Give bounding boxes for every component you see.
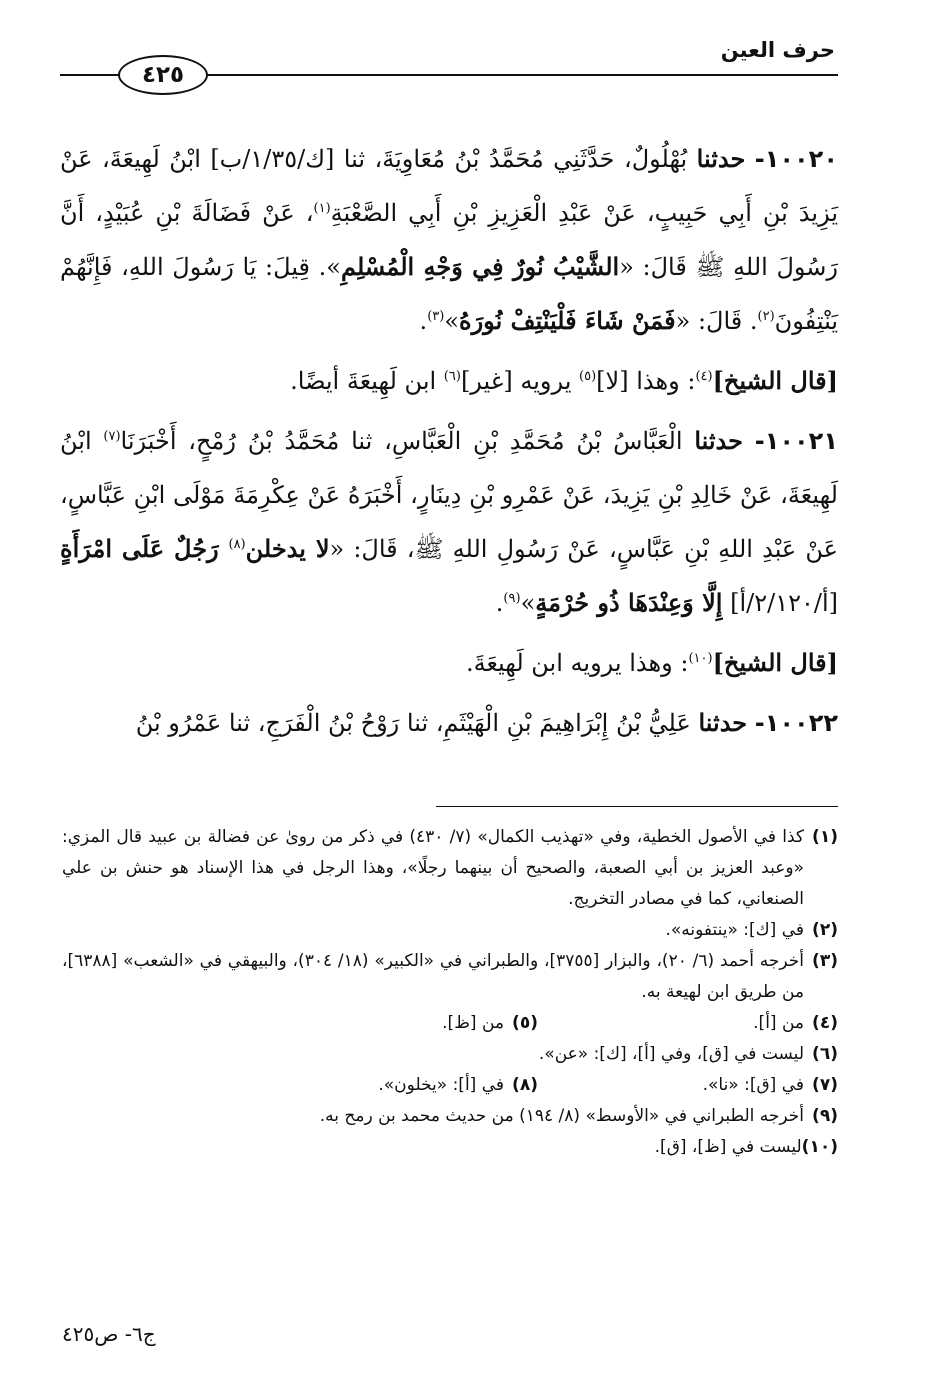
footnote xyxy=(538,1008,838,1039)
matn-text: الشَّيْبُ نُورٌ فِي وَجْهِ الْمُسْلِمِ xyxy=(340,252,620,281)
footnote-ref[interactable]: (١) xyxy=(313,201,331,216)
footnote-pair xyxy=(62,1070,838,1101)
haddathana: حدثنا xyxy=(698,708,748,737)
isnad-text: عَلِيُّ بْنُ إِبْرَاهِيمَ بْنِ الْهَيْثَمِ، ثنا رَوْحُ بْنُ الْفَرَجِ، ثنا عَمْرُو بْنُ xyxy=(135,709,691,737)
footnote-pair xyxy=(62,1008,838,1039)
footnote-text: أخرجه الطبراني في «الأوسط» (٨/ ١٩٤) من حديث محمد بن رمح به. xyxy=(319,1106,804,1126)
footnote-number: (٤) xyxy=(812,1013,838,1033)
note-text: : وهذا يرويه ابن لَهِيعَةَ. xyxy=(465,649,689,677)
footnote-ref[interactable]: (٩) xyxy=(503,591,521,606)
footnote xyxy=(62,1101,838,1132)
footnote-text: أخرجه أحمد (٦/ ٢٠)، والبزار [٣٧٥٥]، والطبراني في «الكبير» (١٨/ ٣٠٤)، والبيهقي في «الشعب» [٦٣٨٨]، من طريق ابن لهيعة به. xyxy=(62,951,804,1002)
haddathana: حدثنا xyxy=(696,144,746,173)
hadith-10020 xyxy=(60,132,838,348)
matn-text: إِلَّا وَعِنْدَهَا ذُو حُرْمَةٍ xyxy=(535,588,723,617)
hadith-10021 xyxy=(60,414,838,630)
footnote-ref[interactable]: (٣) xyxy=(427,309,445,324)
footnote xyxy=(62,822,838,915)
footnote-ref[interactable]: (٨) xyxy=(228,537,246,552)
footnote-text: في [أ]: «يخلون». xyxy=(378,1075,504,1095)
page-number: ٤٢٥ xyxy=(141,62,185,88)
footnote xyxy=(538,1070,838,1101)
footnote-ref[interactable]: (١٠) xyxy=(688,651,713,666)
footnote-text: كذا في الأصول الخطية، وفي «تهذيب الكمال» (٧/ ٤٣٠) في ذكر من روىٰ عن فضالة بن عبيد قال المزي: «وعبد العزيز بن أبي الصعبة، والصحيح أن بينهما رجلًا»، وهذا الرجل في هذا الإسناد هو حنش بن علي الصنعاني، كما في مصادر التخريج. xyxy=(62,827,804,909)
volume-page-footer: ج٦- ص٤٢٥ xyxy=(62,1322,156,1346)
footnote xyxy=(198,1008,538,1039)
haddathana: حدثنا xyxy=(694,426,743,455)
hadith-number: ١٠٠٢٠- xyxy=(754,145,838,173)
footnote-text: ليست في [ق]، وفي [أ]، [ك]: «عن». xyxy=(538,1044,804,1064)
main-text xyxy=(60,128,838,750)
footnote-text: من [أ]. xyxy=(753,1013,804,1033)
footnote-ref[interactable]: (٤) xyxy=(695,369,713,384)
matn-text: رَجُلٌ عَلَى امْرَأَةٍ xyxy=(60,534,229,563)
footnote-ref[interactable]: (٧) xyxy=(103,429,121,444)
footnote-text: في [ق]: «نا». xyxy=(702,1075,804,1095)
quote-close: » xyxy=(520,589,536,617)
footnote-text: من [ظ]. xyxy=(442,1013,504,1033)
footnote-ref[interactable]: (٢) xyxy=(757,309,775,324)
footnote xyxy=(62,915,838,946)
isnad-text: . قَالَ: « xyxy=(675,307,758,335)
shaykh-note xyxy=(60,636,838,690)
matn-text: فَمَنْ شَاءَ فَلْيَنْتِفْ نُورَهُ xyxy=(459,306,676,335)
hadith-number: ١٠٠٢١- xyxy=(754,427,838,455)
footnote-number: (١٠) xyxy=(801,1137,838,1157)
note-label: [قال الشيخ] xyxy=(712,366,838,395)
isnad-text: ، عَنْ فَضَالَةَ بْنِ عُبَيْدٍ، أَنَّ رَسُولَ اللهِ ﷺ قَالَ: « xyxy=(60,199,839,281)
quote-close: » xyxy=(444,307,460,335)
note-text: يرويه [غير] xyxy=(460,367,580,395)
manuscript-ref: [أ/٢/١٢٠/أ] xyxy=(722,589,838,617)
hadith-number: ١٠٠٢٢- xyxy=(754,709,838,737)
footnote xyxy=(62,946,838,1008)
page-number-badge xyxy=(118,55,208,95)
isnad-text: ابْنُ لَهِيعَةَ، عَنْ خَالِدِ بْنِ يَزِيدَ، عَنْ عَمْرِو بْنِ دِينَارٍ، أَخْبَرَهُ عَنْ عِكْرِمَةَ مَوْلَى ابْنِ عَبَّاسٍ، عَنْ عَبْدِ اللهِ بْنِ عَبَّاسٍ، عَنْ رَسُولِ اللهِ ﷺ، قَالَ: « xyxy=(60,427,838,563)
isnad-text: ». قِيلَ: يَا رَسُولَ اللهِ، فَإِنَّهُمْ يَنْتِفُونَ xyxy=(60,253,838,335)
note-text: ابن لَهِيعَةَ أيضًا. xyxy=(290,367,444,395)
footnote-separator xyxy=(436,806,838,807)
note-label: [قال الشيخ] xyxy=(712,648,838,677)
footnote-number: (٢) xyxy=(812,920,838,940)
footnote-number: (٦) xyxy=(812,1044,838,1064)
hadith-10022 xyxy=(60,696,838,750)
footnote-number: (٥) xyxy=(512,1013,538,1033)
footnote-number: (٧) xyxy=(812,1075,838,1095)
isnad-text: بُهْلُولٌ، حَدَّثَنِي مُحَمَّدُ بْنُ مُعَاوِيَةَ، ثنا [ك/١/٣٥/ب] ابْنُ لَهِيعَةَ، عَنْ يَزِيدَ بْنِ أَبِي حَبِيبٍ، عَنْ عَبْدِ الْعَزِيزِ بْنِ أَبِي الصَّعْبَةِ xyxy=(60,145,839,227)
full-stop: . xyxy=(419,307,428,335)
footnotes xyxy=(62,822,838,1163)
footnote-ref[interactable]: (٦) xyxy=(443,369,461,384)
isnad-text: الْعَبَّاسُ بْنُ مُحَمَّدِ بْنِ الْعَبَّاسِ، ثنا مُحَمَّدُ بْنُ رُمْحٍ، أَخْبَرَنَا xyxy=(120,427,683,455)
note-text: : وهذا [لا] xyxy=(596,367,696,395)
footnote xyxy=(62,1132,838,1163)
footnote-text: ليست في [ظ]، [ق]. xyxy=(654,1137,802,1157)
matn-text: لا يدخلن xyxy=(245,534,330,563)
footnote xyxy=(62,1039,838,1070)
footnote-text: في [ك]: «ينتفونه». xyxy=(665,920,804,940)
footnote xyxy=(198,1070,538,1101)
shaykh-note xyxy=(60,354,838,408)
full-stop: . xyxy=(495,589,504,617)
footnote-number: (٨) xyxy=(512,1075,538,1095)
footnote-number: (٣) xyxy=(812,951,838,971)
footnote-ref[interactable]: (٥) xyxy=(579,369,597,384)
footnote-number: (٩) xyxy=(812,1106,838,1126)
chapter-title: حرف العين xyxy=(720,38,835,62)
footnote-number: (١) xyxy=(812,827,838,847)
